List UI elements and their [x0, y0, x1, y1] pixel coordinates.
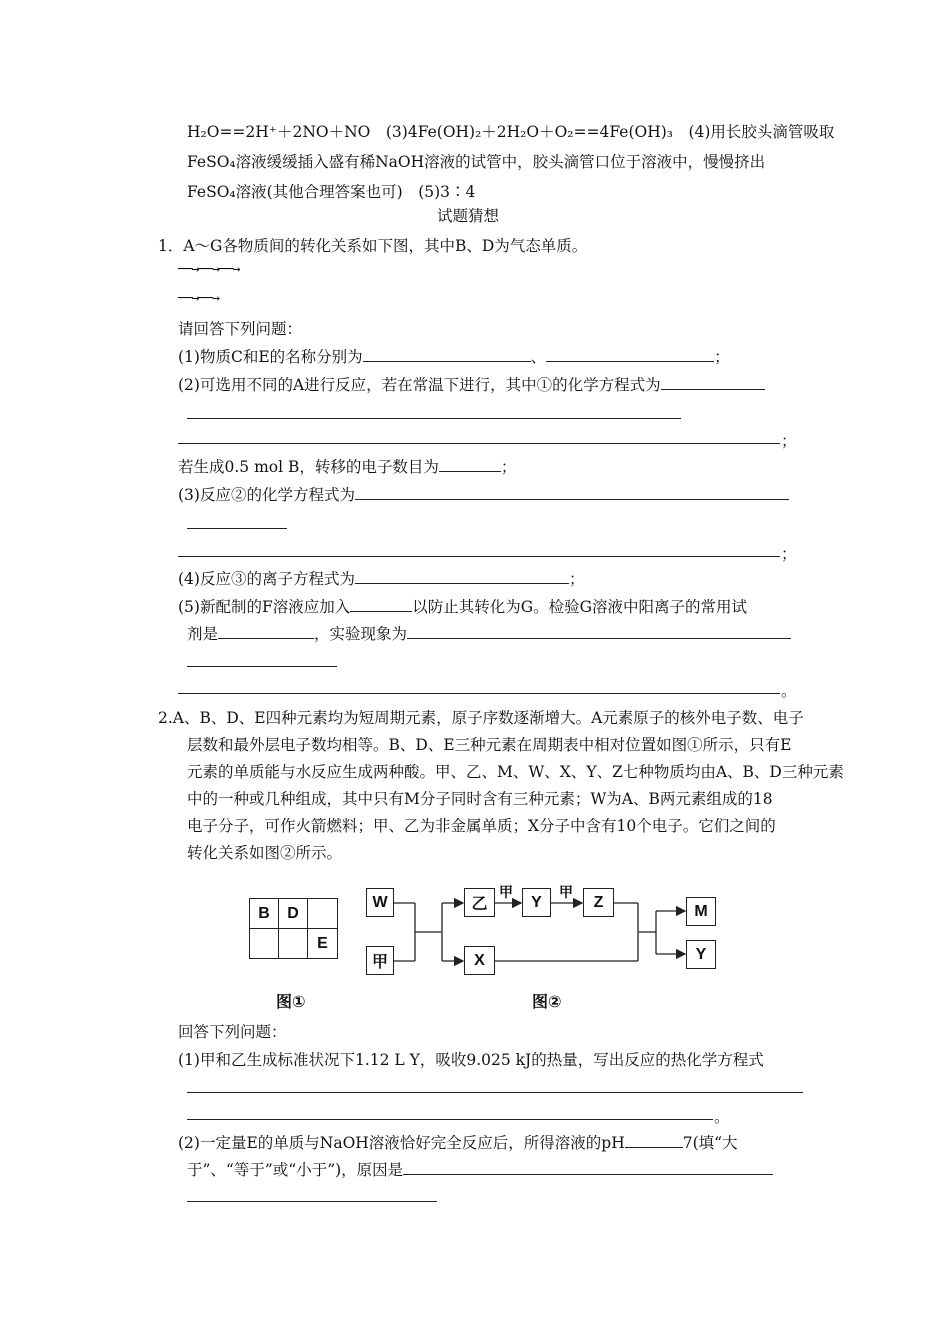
q1-part-3: (3)反应②的化学方程式为 — [178, 484, 789, 506]
section-title: 试题猜想 — [437, 207, 500, 225]
q1-part-5b: 剂是 ，实验现象为 — [187, 623, 791, 645]
q1-part-2b: 若生成0.5 mol B，转移的电子数目为 ； — [178, 458, 517, 476]
q2-stem-5: 电子分子，可作火箭燃料；甲、乙为非金属单质；X分子中含有10个电子。它们之间的 — [187, 817, 776, 835]
grid-cell: B — [249, 898, 279, 929]
q1-period: 。 — [781, 682, 797, 700]
figure-1-caption: 图① — [276, 994, 306, 1011]
node-Y-out: Y — [686, 940, 716, 969]
q1-semicolon: ； — [781, 432, 797, 450]
q2-answer-line[interactable] — [187, 1119, 713, 1120]
answer-line-2: FeSO₄溶液缓缓插入盛有稀NaOH溶液的试管中，胶头滴管口位于溶液中，慢慢挤出 — [187, 153, 766, 171]
node-Z: Z — [583, 888, 614, 917]
node-jia: 甲 — [366, 946, 394, 975]
q2-prompt: 回答下列问题： — [178, 1023, 287, 1041]
node-M: M — [686, 897, 716, 926]
q2-part-1: (1)甲和乙生成标准状况下1.12 L Y，吸收9.025 kJ的热量，写出反应的热化学方程式 — [178, 1051, 764, 1069]
q1-stem: 1．A～G各物质间的转化关系如下图，其中B、D为气态单质。 — [158, 237, 588, 255]
q2-blank-ph[interactable] — [625, 1132, 683, 1148]
edge-label-jia: 甲 — [559, 884, 573, 900]
q2-stem-3: 元素的单质能与水反应生成两种酸。甲、乙、M、W、X、Y、Z七种物质均由A、B、D三种元素 — [187, 763, 844, 781]
q2-part-2: (2)一定量E的单质与NaOH溶液恰好完全反应后，所得溶液的pH 7(填“大 — [178, 1134, 738, 1152]
q2-stem-2: 层数和最外层电子数均相等。B、D、E三种元素在周期表中相对位置如图①所示，只有E — [187, 736, 792, 754]
q2-stem-4: 中的一种或几种组成，其中只有M分子同时含有三种元素；W为A、B两元素组成的18 — [187, 790, 773, 808]
q1-part-5: (5)新配制的F溶液应加入 以防止其转化为G。检验G溶液中阳离子的常用试 — [178, 598, 747, 616]
q2-part-2b: 于”、“等于”或“小于”)，原因是 — [187, 1159, 773, 1181]
edge-label-jia: 甲 — [499, 884, 513, 900]
q2-stem-1: 2.A、B、D、E四种元素均为短周期元素，原子序数逐渐增大。A元素原子的核外电子数、电子 — [158, 709, 804, 727]
grid-cell: E — [307, 928, 338, 959]
q1-prompt: 请回答下列问题： — [178, 320, 303, 338]
q1-part-4: (4)反应③的离子方程式为 ； — [178, 570, 585, 588]
q2-period: 。 — [714, 1108, 730, 1126]
node-Y: Y — [522, 888, 551, 917]
figure-2-caption: 图② — [532, 994, 562, 1011]
answer-line-3: FeSO₄溶液(其他合理答案也可) (5)3∶4 — [187, 183, 476, 201]
grid-cell: D — [278, 898, 308, 929]
node-yi: 乙 — [464, 888, 495, 917]
q2-blank-reason[interactable] — [403, 1159, 773, 1175]
q1-part-2: (2)可选用不同的A进行反应，若在常温下进行，其中①的化学方程式为 — [178, 374, 765, 396]
node-W: W — [366, 888, 394, 917]
node-X: X — [464, 946, 495, 975]
q1-arrow-row-1: ──→──→──→ — [178, 262, 240, 277]
q2-answer-line[interactable] — [187, 1201, 437, 1202]
q1-part-1: (1)物质C和E的名称分别为 、 ； — [178, 348, 730, 366]
q1-arrow-row-2: ──→──→ — [178, 291, 219, 306]
q2-answer-line[interactable] — [187, 1092, 803, 1093]
q1-semicolon: ； — [781, 545, 797, 563]
answer-line-1: H₂O==2H⁺＋2NO＋NO (3)4Fe(OH)₂＋2H₂O＋O₂==4Fe(OH)₃ (4)用长胶头滴管吸取 — [187, 123, 835, 141]
q2-stem-6: 转化关系如图②所示。 — [187, 844, 343, 862]
